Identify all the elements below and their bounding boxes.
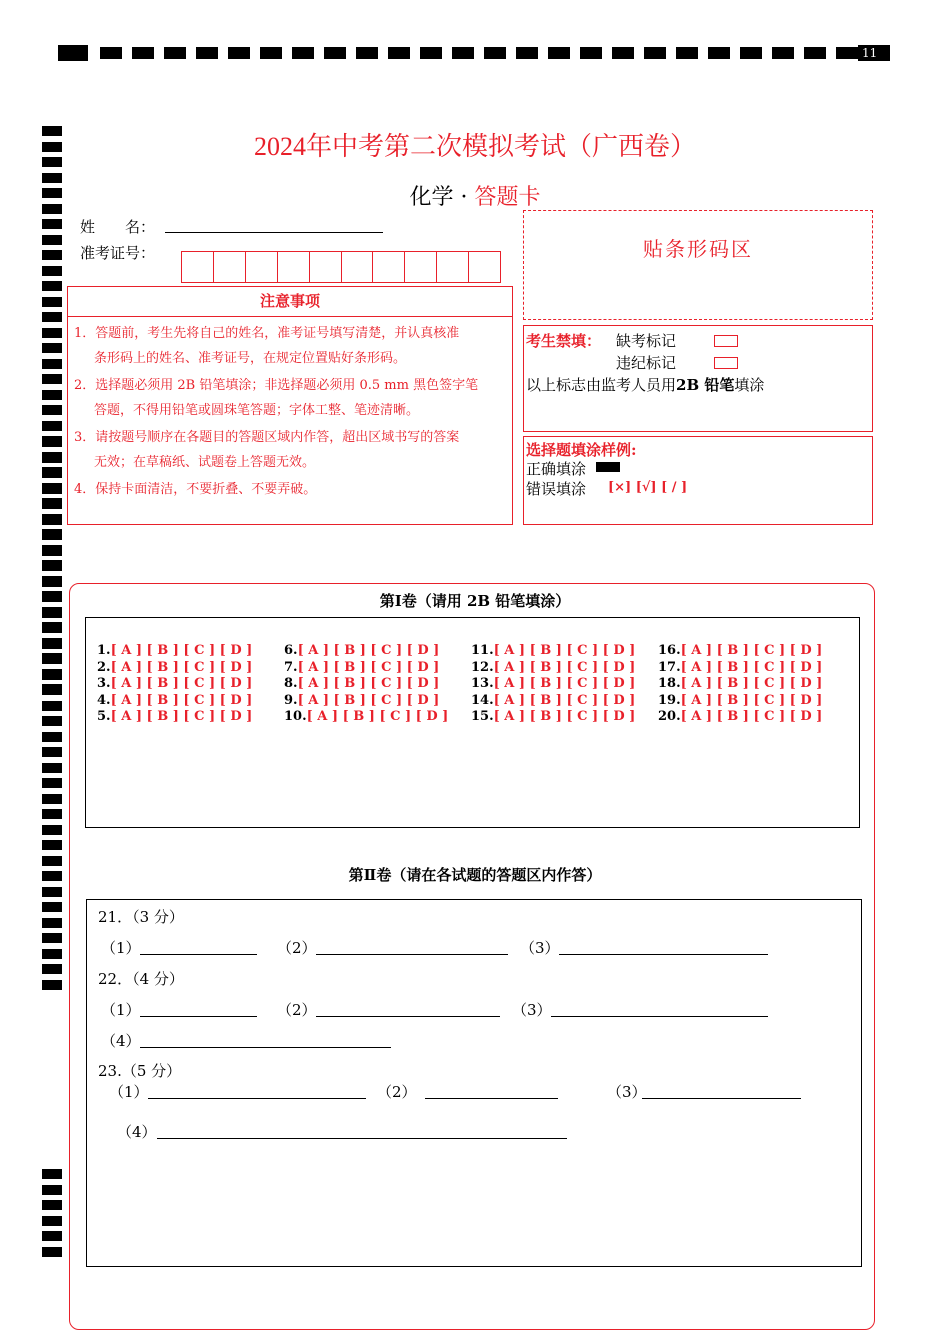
mcq-row[interactable]: 9.[ A ] [ B ] [ C ] [ D ]: [284, 692, 440, 708]
mcq-row[interactable]: 4.[ A ] [ B ] [ C ] [ D ]: [97, 692, 253, 708]
notice-heading: 注意事项: [68, 287, 512, 317]
examiner-only-box: 考生禁填： 缺考标记 违纪标记 以上标志由监考人员用2B 铅笔填涂: [523, 325, 873, 432]
timing-mark: [42, 1247, 62, 1257]
mcq-row[interactable]: 16.[ A ] [ B ] [ C ] [ D ]: [658, 643, 823, 658]
timing-mark: [42, 421, 62, 431]
timing-mark: [42, 250, 62, 260]
mcq-row[interactable]: 5.[ A ] [ B ] [ C ] [ D ]: [97, 709, 253, 724]
timing-mark: [42, 297, 62, 307]
mcq-column: [658, 643, 822, 726]
subjective-answer-box: 21．（3 分） （1） （2） （3） 22．（4 分） （1） （2） （3） （4） 23.（5 分） （1） （2） （3） （4）: [86, 899, 862, 1267]
mcq-row[interactable]: 10.[ A ] [ B ] [ C ] [ D ]: [284, 709, 449, 724]
timing-mark: [42, 887, 62, 897]
timing-mark: [42, 343, 62, 353]
examiner-note: 以上标志由监考人员用2B 铅笔填涂: [526, 376, 765, 394]
timing-mark: [42, 825, 62, 835]
timing-mark: [42, 374, 62, 384]
timing-mark: [42, 1169, 62, 1179]
timing-mark: [42, 794, 62, 804]
q21-answer-1[interactable]: [140, 938, 257, 955]
timing-mark: [42, 219, 62, 229]
name-label: 姓 名：: [80, 218, 156, 236]
mcq-row[interactable]: 20.[ A ] [ B ] [ C ] [ D ]: [658, 709, 823, 724]
timing-mark: [42, 515, 62, 525]
section1-title: 第Ⅰ卷（请用 2B 铅笔填涂）: [379, 592, 571, 610]
timing-mark: [42, 654, 62, 664]
id-number-boxes[interactable]: [181, 251, 501, 283]
subject: 化学: [409, 185, 454, 210]
mcq-row[interactable]: 17.[ A ] [ B ] [ C ] [ D ]: [658, 659, 823, 675]
section2-title: 第Ⅱ卷（请在各试题的答题区内作答）: [348, 866, 602, 884]
timing-mark: [42, 701, 62, 711]
timing-mark: [42, 639, 62, 649]
timing-mark: [42, 1185, 62, 1195]
q23-answer-2[interactable]: [425, 1082, 558, 1099]
correct-fill-sample: [596, 462, 620, 472]
wrong-fill-samples: [×] [√] [ / ]: [608, 480, 688, 495]
timing-mark: [42, 468, 62, 478]
q22-label: 22．（4 分）: [98, 970, 184, 988]
q21-answer-3[interactable]: [559, 938, 768, 955]
timing-mark: [42, 1200, 62, 1210]
mcq-row[interactable]: 12.[ A ] [ B ] [ C ] [ D ]: [471, 659, 636, 675]
mcq-row[interactable]: 11.[ A ] [ B ] [ C ] [ D ]: [471, 643, 636, 658]
q22-answer-3[interactable]: [551, 1000, 768, 1017]
q21-answer-2[interactable]: [316, 938, 508, 955]
timing-mark: [42, 809, 62, 819]
timing-mark: [42, 546, 62, 556]
card-label: 答题卡: [474, 185, 541, 210]
absent-mark-box[interactable]: [714, 335, 738, 347]
mcq-row[interactable]: 14.[ A ] [ B ] [ C ] [ D ]: [471, 692, 636, 708]
page-number: 11: [858, 45, 890, 61]
timing-mark: [42, 437, 62, 447]
mcq-column: [97, 643, 252, 726]
timing-mark: [42, 266, 62, 276]
timing-mark: [42, 484, 62, 494]
id-label: 准考证号：: [80, 244, 156, 262]
mcq-row[interactable]: 6.[ A ] [ B ] [ C ] [ D ]: [284, 643, 440, 658]
separator: ·: [460, 185, 468, 210]
exam-subtitle: [0, 180, 950, 211]
timing-mark: [42, 670, 62, 680]
q23-label: 23.（5 分）: [98, 1062, 182, 1080]
timing-mark: [42, 980, 62, 990]
timing-mark: [42, 902, 62, 912]
timing-mark: [42, 840, 62, 850]
notice-item: 3．请按题号顺序在各题目的答题区域内作答，超出区域书写的答案 无效；在草稿纸、试题卷上答题无效。: [74, 430, 460, 470]
timing-mark: [42, 235, 62, 245]
notice-item: 2．选择题必须用 2B 铅笔填涂；非选择题必须用 0.5 mm 黑色签字笔 答题，不得用铅笔或圆珠笔答题；字体工整、笔迹清晰。: [74, 378, 479, 418]
timing-mark: [42, 763, 62, 773]
timing-mark: [42, 949, 62, 959]
fill-sample-box: 选择题填涂样例: 正确填涂 错误填涂 [×] [√] [ / ]: [523, 436, 873, 525]
timing-marks-top: [58, 45, 890, 61]
timing-mark: [42, 530, 62, 540]
mcq-row[interactable]: 13.[ A ] [ B ] [ C ] [ D ]: [471, 676, 636, 691]
q23-answer-3[interactable]: [642, 1082, 801, 1099]
name-field[interactable]: [165, 214, 383, 233]
timing-mark: [42, 577, 62, 587]
q22-answer-2[interactable]: [316, 1000, 500, 1017]
timing-mark: [42, 685, 62, 695]
mcq-row[interactable]: 1.[ A ] [ B ] [ C ] [ D ]: [97, 643, 253, 658]
timing-mark: [42, 918, 62, 928]
mcq-column: [284, 643, 448, 726]
timing-mark: [42, 281, 62, 291]
timing-mark: [42, 359, 62, 369]
mcq-row[interactable]: 19.[ A ] [ B ] [ C ] [ D ]: [658, 692, 823, 708]
q22-answer-1[interactable]: [140, 1000, 257, 1017]
timing-mark: [42, 453, 62, 463]
timing-mark: [42, 732, 62, 742]
q22-answer-4[interactable]: [140, 1031, 391, 1048]
timing-mark: [42, 964, 62, 974]
mcq-row[interactable]: 15.[ A ] [ B ] [ C ] [ D ]: [471, 709, 636, 724]
notice-item: 4．保持卡面清洁，不要折叠、不要弄破。: [74, 482, 317, 497]
mcq-row[interactable]: 18.[ A ] [ B ] [ C ] [ D ]: [658, 676, 823, 691]
timing-mark: [42, 1231, 62, 1241]
q21-label: 21．（3 分）: [98, 908, 184, 926]
timing-mark: [42, 1216, 62, 1226]
timing-mark: [42, 933, 62, 943]
timing-mark: [42, 778, 62, 788]
mcq-row[interactable]: 7.[ A ] [ B ] [ C ] [ D ]: [284, 659, 440, 675]
timing-mark: [42, 328, 62, 338]
notice-box: [67, 286, 513, 525]
timing-mark: [42, 405, 62, 415]
q23-answer-4[interactable]: [157, 1122, 567, 1139]
mcq-grid: [85, 617, 860, 828]
timing-mark: [42, 716, 62, 726]
timing-mark: [42, 623, 62, 633]
mcq-row[interactable]: 2.[ A ] [ B ] [ C ] [ D ]: [97, 659, 253, 675]
mcq-column: [471, 643, 635, 726]
timing-mark: [42, 561, 62, 571]
exam-title: 2024年中考第二次模拟考试（广西卷）: [253, 132, 696, 161]
q23-answer-1[interactable]: [148, 1082, 366, 1099]
timing-mark: [42, 747, 62, 757]
mcq-row[interactable]: 8.[ A ] [ B ] [ C ] [ D ]: [284, 676, 440, 691]
violation-mark-box[interactable]: [714, 357, 738, 369]
notice-item: 1．答题前，考生先将自己的姓名，准考证号填写清楚，并认真核准 条形码上的姓名、准考证号，在规定位置贴好条形码。: [74, 326, 460, 366]
timing-mark: [42, 312, 62, 322]
timing-mark: [42, 499, 62, 509]
barcode-area: 贴条形码区: [523, 210, 873, 320]
mcq-row[interactable]: 3.[ A ] [ B ] [ C ] [ D ]: [97, 676, 253, 691]
timing-mark: [42, 390, 62, 400]
